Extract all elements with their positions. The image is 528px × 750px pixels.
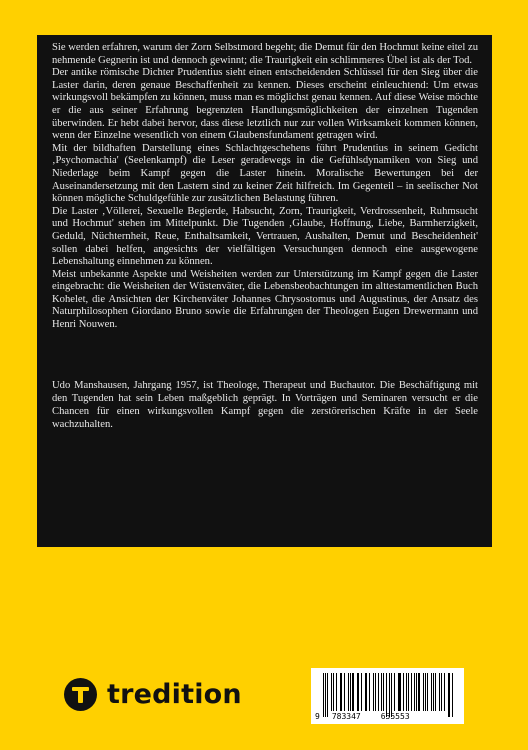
barcode-bar: [414, 673, 415, 711]
barcode-bar: [323, 673, 324, 717]
barcode-bar: [391, 673, 392, 717]
barcode-bar: [399, 673, 401, 711]
barcode-bar: [350, 673, 351, 711]
publisher-brand: [64, 678, 242, 711]
barcode-bar: [408, 673, 409, 711]
barcode-bar: [357, 673, 358, 711]
barcode-bar: [331, 673, 332, 711]
barcode-bar: [348, 673, 349, 711]
barcode-digit-group-1: 9: [315, 712, 320, 721]
barcode-bar: [418, 673, 420, 711]
barcode-bars: [323, 673, 455, 713]
author-bio: [52, 379, 478, 432]
author-bio-text: Udo Manshausen, Jahrgang 1957, ist Theologe, Therapeut und Buchautor. Die Beschäftigung mit den Tugenden hat sein Leben maßgeblich geprägt. In Vorträgen und Seminaren versucht er die Chancen für einen wirkungsvollen Kampf gegen die zerstörerischen Kräfte in der Seele wachzuhalten.: [52, 379, 478, 431]
barcode-bar: [333, 673, 335, 711]
barcode-digits: [315, 712, 461, 721]
barcode-bar: [448, 673, 449, 717]
tredition-t-logo-icon: [64, 678, 97, 711]
back-cover-text-panel: [37, 35, 492, 547]
book-blurb: [52, 42, 478, 332]
barcode-bar: [361, 673, 362, 711]
barcode-bar: [449, 673, 450, 717]
barcode-bar: [358, 673, 359, 711]
barcode-bar: [381, 673, 382, 711]
barcode-bar: [386, 673, 387, 717]
barcode-bar: [389, 673, 390, 717]
barcode-bar: [344, 673, 345, 711]
barcode-bar: [352, 673, 354, 711]
barcode-bar: [444, 673, 445, 711]
blurb-paragraph-3: Mit der bildhaften Darstellung eines Schlachtgeschehens führt Prudentius in seinem Gedicht ‚Psychomachia' (Seelenkampf) die Leser geradewegs in die Gefühlsdynamiken von Sieg und Niederlage beim Kampf gegen die Laster hinein. Moralische Bewertungen bei der Auseinandersetzung mit den Lastern sind zu keiner Zeit hilfreich. Im Gegenteil – in seelischer Not können mögliche Schuldgefühle zur zusätzlichen Belastung führen.: [52, 142, 478, 205]
barcode-bar: [441, 673, 442, 711]
barcode-bar: [431, 673, 432, 711]
barcode-bar: [416, 673, 417, 711]
barcode-bar: [375, 673, 376, 711]
publisher-name: tredition: [107, 679, 242, 710]
barcode-bar: [439, 673, 441, 711]
barcode-bar: [365, 673, 366, 711]
barcode-bar: [325, 673, 326, 717]
barcode-bar: [406, 673, 407, 711]
blurb-paragraph-5: Meist unbekannte Aspekte und Weisheiten werden zur Unterstützung im Kampf gegen die Laster eingebracht: die Weisheiten der Wüstenväter, die Lebensbeobachtungen im alttestamentlichen Buch Kohelet, die Ansichten der Kirchenväter Johannes Chrysostomus und Augustinus, der Ansatz des Naturphilosophen Giordano Bruno sowie die Erfahrungen der Theologen Eugen Drewermann und Henri Nouwen.: [52, 268, 478, 331]
barcode-bar: [366, 673, 367, 711]
barcode-bar: [373, 673, 375, 711]
barcode-bar: [433, 673, 434, 711]
blurb-paragraph-1: Sie werden erfahren, warum der Zorn Selbstmord begeht; die Demut für den Hochmut keine eitel zu nehmende Gegnerin ist und dennoch gewinnt; die Traurigkeit ein schlimmeres Übel ist als der Tod.: [52, 42, 478, 66]
barcode-bar: [398, 673, 399, 711]
barcode-bar: [423, 673, 424, 711]
barcode-bar: [327, 673, 328, 717]
barcode-bar: [369, 673, 370, 711]
isbn-barcode: [311, 668, 464, 724]
barcode-bar: [411, 673, 412, 711]
barcode-bar: [340, 673, 341, 711]
barcode-digit-group-2: 783347: [331, 712, 361, 721]
barcode-bar: [378, 673, 379, 711]
barcode-bar: [341, 673, 342, 711]
barcode-bar: [425, 673, 426, 711]
barcode-bar: [383, 673, 384, 711]
barcode-bar: [452, 673, 453, 717]
barcode-bar: [435, 673, 436, 711]
blurb-paragraph-2: Der antike römische Dichter Prudentius sieht einen entscheidenden Schlüssel für den Sieg über die Laster darin, deren genaue Beschaffenheit zu kennen. Dieses erscheint einleuchtend: Um etwas wirkungsvoll bekämpfen zu können, muss man es möglichst genau kennen. Auf diese Weise möchte er die aus seiner Erfahrung begrenzten Handlungsmöglichkeiten der einzelnen Tugenden überwinden. Er hebt dabei hervor, dass diese letztlich nur zur vollen Wirksamkeit kommen können, wenn der Einzelne wesentlich von einem Glaubensfundament getragen wird.: [52, 67, 478, 142]
barcode-bar: [403, 673, 404, 711]
barcode-bar: [427, 673, 428, 711]
barcode-bar: [336, 673, 337, 711]
barcode-bar: [394, 673, 395, 711]
blurb-paragraph-4: Die Laster ‚Völlerei, Sexuelle Begierde, Habsucht, Zorn, Traurigkeit, Verdrossenheit, Ruhmsucht und Hochmut' stehen im Mittelpunkt. Die Tugenden ‚Glaube, Hoffnung, Liebe, Barmherzigkeit, Geduld, Nüchternheit, Reue, Enthaltsamkeit, Vertrauen, Aushalten, Demut und Bescheidenheit' sollen dabei helfen, angesichts der vielfältigen Versuchungen dennoch eine ausgewogene Lebenshaltung einnehmen zu können.: [52, 205, 478, 268]
barcode-digit-group-3: 655553: [380, 712, 410, 721]
